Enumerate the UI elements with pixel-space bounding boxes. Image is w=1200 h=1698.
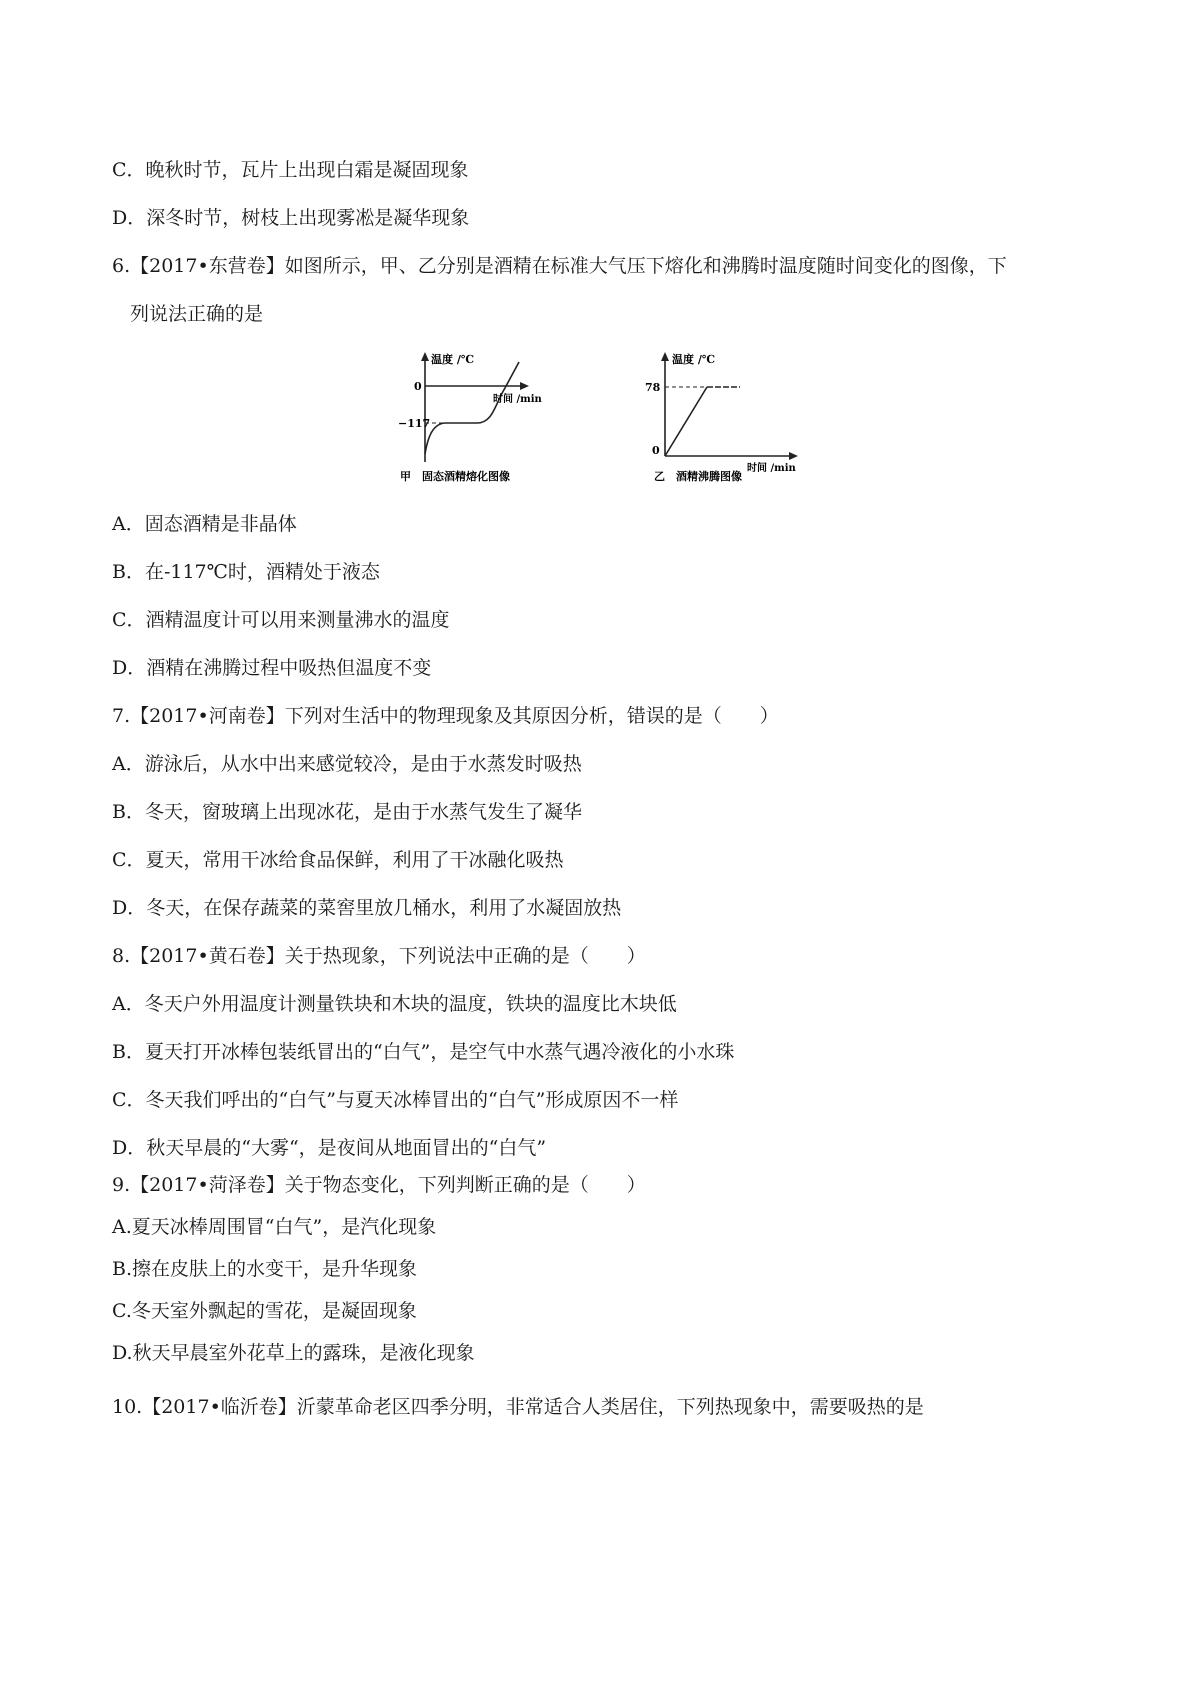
- graph-jia-y-arrow: [421, 352, 429, 361]
- graph-jia-curve: [425, 362, 519, 454]
- graph-jia-tick-zero: 0: [414, 380, 422, 393]
- graph-yi-y-arrow: [661, 352, 669, 361]
- q5-option-d: D．深冬时节，树枝上出现雾凇是凝华现象: [112, 207, 470, 229]
- q7-stem: 7.【2017•河南卷】下列对生活中的物理现象及其原因分析，错误的是（ ）: [112, 705, 779, 727]
- q9-option-a: A.夏天冰棒周围冒“白气”，是汽化现象: [112, 1216, 437, 1238]
- q8-stem: 8.【2017•黄石卷】关于热现象，下列说法中正确的是（ ）: [112, 945, 646, 967]
- q7-option-c: C．夏天，常用干冰给食品保鲜，利用了干冰融化吸热: [112, 849, 564, 871]
- graph-jia-tick-melt: −117: [398, 417, 431, 430]
- graph-yi-x-arrow: [789, 452, 798, 460]
- graph-jia-ylabel: 温度 /℃: [431, 353, 475, 366]
- q6-option-a: A．固态酒精是非晶体: [112, 513, 297, 535]
- q6-option-d: D．酒精在沸腾过程中吸热但温度不变: [112, 657, 432, 679]
- q8-option-b: B．夏天打开冰棒包装纸冒出的“白气”，是空气中水蒸气遇冷液化的小水珠: [112, 1041, 735, 1063]
- q7-option-d: D．冬天，在保存蔬菜的菜窖里放几桶水，利用了水凝固放热: [112, 897, 622, 919]
- q8-option-c: C．冬天我们呼出的“白气”与夏天冰棒冒出的“白气”形成原因不一样: [112, 1089, 679, 1111]
- graph-yi: [640, 350, 840, 485]
- graph-yi-ylabel: 温度 /℃: [672, 353, 716, 366]
- graph-jia-x-arrow: [520, 382, 529, 390]
- q9-option-b: B.擦在皮肤上的水变干，是升华现象: [112, 1258, 418, 1280]
- q8-option-a: A．冬天户外用温度计测量铁块和木块的温度，铁块的温度比木块低: [112, 993, 677, 1015]
- graph-jia-xlabel: 时间 /min: [493, 394, 542, 405]
- q7-option-b: B．冬天，窗玻璃上出现冰花，是由于水蒸气发生了凝华: [112, 801, 582, 823]
- q6-stem-line2: 列说法正确的是: [130, 303, 264, 325]
- q10-stem: 10.【2017•临沂卷】沂蒙革命老区四季分明，非常适合人类居住，下列热现象中，需要吸热的是: [112, 1396, 924, 1418]
- graph-yi-tick-zero: 0: [652, 444, 660, 457]
- q9-option-d: D.秋天早晨室外花草上的露珠，是液化现象: [112, 1342, 475, 1364]
- q5-option-c: C．晚秋时节，瓦片上出现白霜是凝固现象: [112, 159, 469, 181]
- graph-yi-tick-boil: 78: [645, 381, 661, 394]
- graph-jia-caption: 甲 固态酒精熔化图像: [400, 470, 510, 483]
- graph-yi-xlabel: 时间 /min: [747, 463, 796, 474]
- q8-option-d: D．秋天早晨的“大雾“，是夜间从地面冒出的“白气”: [112, 1137, 547, 1159]
- graph-yi-curve: [665, 387, 707, 456]
- graph-jia: [395, 350, 595, 485]
- q7-option-a: A．游泳后，从水中出来感觉较冷，是由于水蒸发时吸热: [112, 753, 582, 775]
- q6-stem-line1: 6.【2017•东营卷】如图所示，甲、乙分别是酒精在标准大气压下熔化和沸腾时温度随时间变化的图像，下: [112, 255, 1007, 277]
- graph-yi-caption: 乙 酒精沸腾图像: [654, 470, 742, 483]
- q6-option-b: B．在-117℃时，酒精处于液态: [112, 561, 380, 583]
- q9-stem: 9.【2017•菏泽卷】关于物态变化，下列判断正确的是（ ）: [112, 1174, 646, 1196]
- q6-option-c: C．酒精温度计可以用来测量沸水的温度: [112, 609, 450, 631]
- q9-option-c: C.冬天室外飘起的雪花，是凝固现象: [112, 1300, 417, 1322]
